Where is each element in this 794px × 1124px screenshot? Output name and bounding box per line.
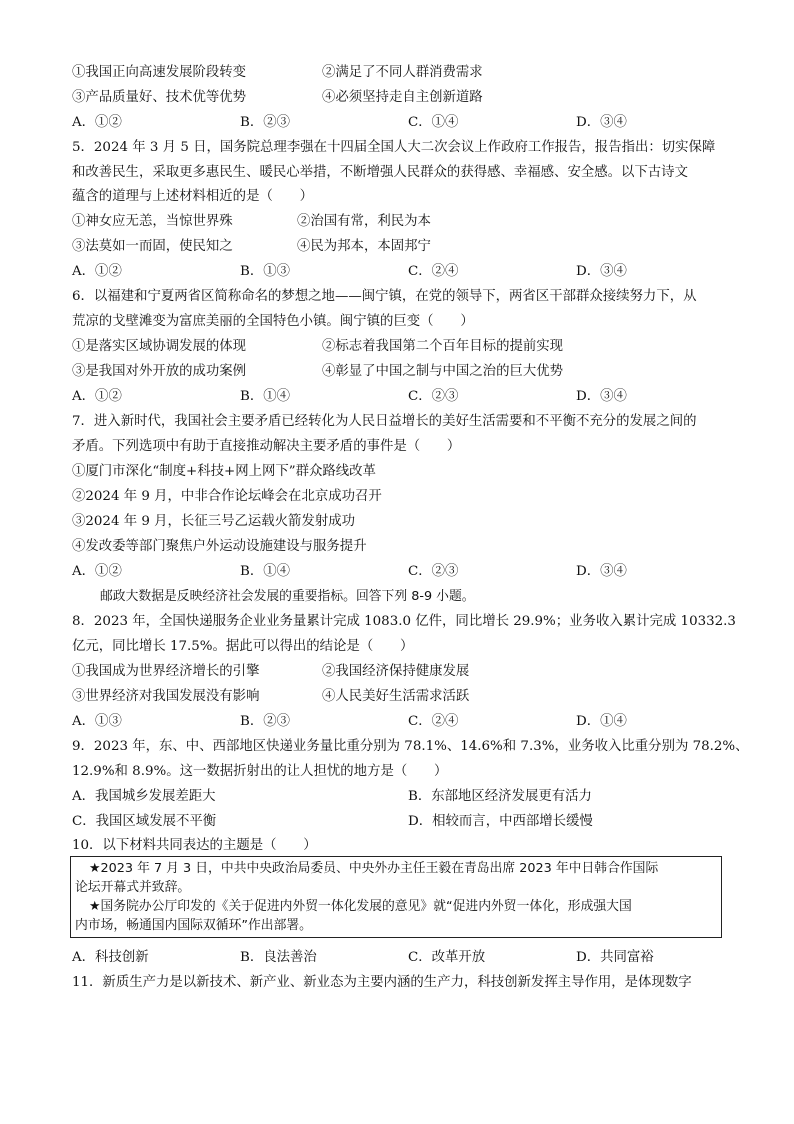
q7-choice-d: D．③④ <box>576 564 627 579</box>
q6-stem-line-2: 荒凉的戈壁滩变为富庶美丽的全国特色小镇。闽宁镇的巨变（ ） <box>72 314 474 329</box>
q6-choice-a: A．①② <box>72 389 122 404</box>
q9-choice-d: D．相较而言，中西部增长缓慢 <box>408 814 593 829</box>
q5-item-1: ①神女应无恙，当惊世界殊 <box>72 214 233 229</box>
q10-stem: 10．以下材料共同表达的主题是（ ） <box>72 838 317 853</box>
q8-9-intro: 邮政大数据是反映经济社会发展的重要指标。回答下列 8-9 小题。 <box>100 589 475 604</box>
q10-box-line-1: ★2023 年 7 月 3 日，中共中央政治局委员、中央外办主任王毅在青岛出席 2023 年中日韩合作国际 <box>89 861 659 876</box>
q10-box-line-3: ★国务院办公厅印发的《关于促进内外贸一体化发展的意见》就“促进内外贸一体化，形成强大国 <box>89 899 632 914</box>
q10-material-box <box>70 856 722 938</box>
q5-choice-b: B．①③ <box>240 264 291 279</box>
q7-choice-c: C．②③ <box>408 564 459 579</box>
q8-choice-b: B．②③ <box>240 714 291 729</box>
q7-choice-a: A．①② <box>72 564 122 579</box>
q4-item-3: ③产品质量好、技术优等优势 <box>72 90 247 105</box>
q8-item-4: ④人民美好生活需求活跃 <box>322 689 470 704</box>
q10-choice-a: A．科技创新 <box>72 950 149 965</box>
q10-choice-c: C．改革开放 <box>408 950 486 965</box>
q8-item-3: ③世界经济对我国发展没有影响 <box>72 689 260 704</box>
q6-item-3: ③是我国对外开放的成功案例 <box>72 364 247 379</box>
q10-box-line-4: 内市场，畅通国内国际双循环”作出部署。 <box>75 918 312 933</box>
q6-choice-b: B．①④ <box>240 389 291 404</box>
q7-item-4: ④发改委等部门聚焦户外运动设施建设与服务提升 <box>72 539 367 554</box>
q6-item-1: ①是落实区域协调发展的体现 <box>72 339 247 354</box>
q7-stem-line-2: 矛盾。下列选项中有助于直接推动解决主要矛盾的事件是（ ） <box>72 439 461 454</box>
q5-item-2: ②治国有常，利民为本 <box>297 214 431 229</box>
q7-item-1: ①厦门市深化“制度+科技+网上网下”群众路线改革 <box>72 464 376 479</box>
q6-stem-line-1: 6．以福建和宁夏两省区简称命名的梦想之地——闽宁镇，在党的领导下，两省区干部群众接续努力下，从 <box>72 289 697 304</box>
q9-choice-b: B．东部地区经济发展更有活力 <box>408 789 592 804</box>
q10-choice-b: B．良法善治 <box>240 950 317 965</box>
q9-stem-line-2: 12.9%和 8.9%。这一数据折射出的让人担忧的地方是（ ） <box>72 764 448 779</box>
q8-choice-c: C．②④ <box>408 714 459 729</box>
q4-item-2: ②满足了不同人群消费需求 <box>322 65 483 80</box>
q11-stem-line-1: 11．新质生产力是以新技术、新产业、新业态为主要内涵的生产力，科技创新发挥主导作用，是体现数字 <box>72 975 692 990</box>
q6-choice-c: C．②③ <box>408 389 459 404</box>
q4-choice-a: A．①② <box>72 115 122 130</box>
q7-item-3: ③2024 年 9 月，长征三号乙运载火箭发射成功 <box>72 514 356 529</box>
q5-stem-line-1: 5．2024 年 3 月 5 日，国务院总理李强在十四届全国人大二次会议上作政府工作报告，报告指出：切实保障 <box>72 140 716 155</box>
q5-stem-line-2: 和改善民生，采取更多惠民生、暖民心举措，不断增强人民群众的获得感、幸福感、安全感。以下古诗文 <box>72 165 688 180</box>
q8-item-2: ②我国经济保持健康发展 <box>322 664 470 679</box>
q10-box-line-2: 论坛开幕式并致辞。 <box>75 880 191 895</box>
q9-stem-line-1: 9．2023 年，东、中、西部地区快递业务量比重分别为 78.1%、14.6%和 7.3%，业务收入比重分别为 78.2%、 <box>72 739 749 754</box>
q9-choice-a: A．我国城乡发展差距大 <box>72 789 216 804</box>
q5-choice-d: D．③④ <box>576 264 627 279</box>
q4-choice-c: C．①④ <box>408 115 459 130</box>
q7-item-2: ②2024 年 9 月，中非合作论坛峰会在北京成功召开 <box>72 489 382 504</box>
q4-item-4: ④必须坚持走自主创新道路 <box>322 90 483 105</box>
q7-stem-line-1: 7．进入新时代，我国社会主要矛盾已经转化为人民日益增长的美好生活需要和不平衡不充分的发展之间的 <box>72 414 697 429</box>
q4-choice-b: B．②③ <box>240 115 291 130</box>
q5-choice-c: C．②④ <box>408 264 459 279</box>
q6-item-2: ②标志着我国第二个百年目标的提前实现 <box>322 339 564 354</box>
q8-choice-d: D．①④ <box>576 714 627 729</box>
q5-stem-line-3: 蕴含的道理与上述材料相近的是（ ） <box>72 189 314 204</box>
q8-item-1: ①我国成为世界经济增长的引擎 <box>72 664 260 679</box>
q5-choice-a: A．①② <box>72 264 122 279</box>
q4-choice-d: D．③④ <box>576 115 627 130</box>
q5-item-3: ③法莫如一而固，使民知之 <box>72 239 233 254</box>
q5-item-4: ④民为邦本，本固邦宁 <box>297 239 431 254</box>
q8-stem-line-2: 亿元，同比增长 17.5%。据此可以得出的结论是（ ） <box>72 639 414 654</box>
q9-choice-c: C．我国区域发展不平衡 <box>72 814 217 829</box>
q8-stem-line-1: 8．2023 年，全国快递服务企业业务量累计完成 1083.0 亿件，同比增长 29.9%；业务收入累计完成 10332.3 <box>72 614 736 629</box>
q4-item-1: ①我国正向高速发展阶段转变 <box>72 65 247 80</box>
q10-choice-d: D．共同富裕 <box>576 950 654 965</box>
q6-item-4: ④彰显了中国之制与中国之治的巨大优势 <box>322 364 564 379</box>
q7-choice-b: B．①④ <box>240 564 291 579</box>
q8-choice-a: A．①③ <box>72 714 122 729</box>
q6-choice-d: D．③④ <box>576 389 627 404</box>
